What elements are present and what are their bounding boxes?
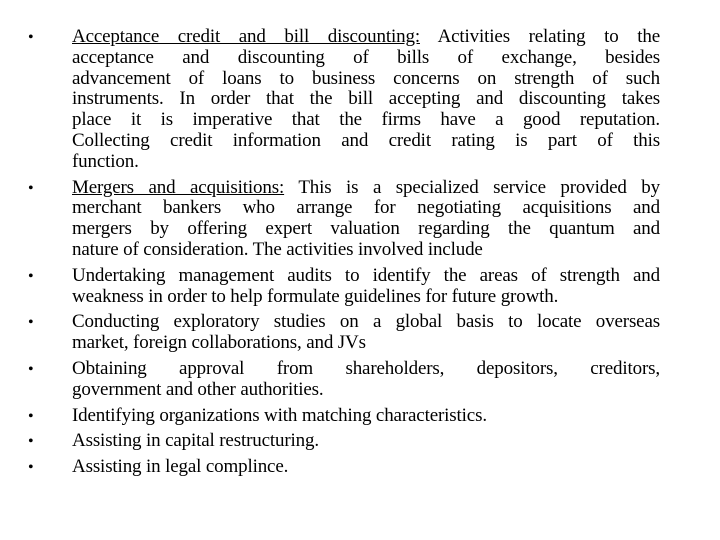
text-line: [72, 457, 660, 478]
text-line: [72, 152, 660, 173]
text-line: [72, 240, 660, 261]
list-item: [28, 312, 668, 354]
item-text: place it is imperative that the firms have a good reputation.: [72, 109, 660, 131]
list-item: [28, 431, 668, 452]
item-text: acceptance and discounting of bills of exchange, besides: [72, 46, 660, 68]
text-line: [72, 266, 660, 287]
bullet-icon: •: [28, 29, 34, 46]
list-item: [28, 178, 668, 261]
item-text: Assisting in legal complince.: [72, 456, 289, 478]
item-text: Assisting in capital restructuring.: [72, 430, 319, 452]
text-line: [72, 69, 660, 90]
item-text: Activities relating to the: [419, 26, 660, 47]
item-text: Identifying organizations with matching characteristics.: [72, 404, 487, 426]
bullet-icon: •: [28, 433, 34, 451]
text-line: [72, 380, 660, 401]
bullet-icon: •: [28, 360, 34, 378]
text-line: [72, 131, 660, 152]
text-line: [72, 312, 660, 333]
text-line: [72, 178, 660, 199]
text-line: [72, 27, 660, 48]
item-text: merchant bankers who arrange for negotiating acquisitions and: [72, 197, 660, 219]
item-heading: Acceptance credit and bill discounting:: [72, 26, 420, 47]
text-line: [72, 359, 660, 380]
item-text: Collecting credit information and credit rating is part of this: [72, 129, 660, 151]
item-text: weakness in order to help formulate guidelines for future growth.: [72, 285, 559, 307]
list-item: [28, 457, 668, 478]
item-text: mergers by offering expert valuation regarding the quantum and: [72, 218, 660, 240]
text-line: [72, 406, 660, 427]
list-item: [28, 359, 668, 401]
text-line: [72, 219, 660, 240]
list-item: [28, 27, 668, 173]
item-text: instruments. In order that the bill accepting and discounting takes: [72, 88, 660, 110]
text-line: [72, 431, 660, 452]
text-line: [72, 333, 660, 354]
text-line: [72, 198, 660, 219]
item-heading: Mergers and acquisitions:: [72, 176, 285, 198]
text-line: [72, 287, 660, 308]
bullet-list: [28, 27, 668, 483]
text-line: [72, 110, 660, 131]
item-text: Conducting exploratory studies on a global basis to locate overseas: [72, 311, 660, 333]
text-line: [72, 48, 660, 69]
text-line: [72, 89, 660, 110]
list-item: [28, 406, 668, 427]
item-text: function.: [72, 150, 139, 172]
bullet-icon: •: [28, 314, 34, 332]
bullet-icon: •: [28, 407, 34, 425]
bullet-icon: •: [28, 459, 34, 477]
bullet-icon: •: [28, 179, 34, 197]
item-text: government and other authorities.: [72, 378, 324, 400]
item-text: Obtaining approval from shareholders, depositors, creditors,: [72, 357, 660, 379]
bullet-icon: •: [28, 267, 34, 285]
item-text: nature of consideration. The activities involved include: [72, 238, 483, 260]
item-text: Undertaking management audits to identify the areas of strength and: [72, 264, 660, 286]
item-text: market, foreign collaborations, and JVs: [72, 332, 366, 354]
list-item: [28, 266, 668, 308]
item-text: advancement of loans to business concerns on strength of such: [72, 67, 660, 89]
item-text: This is a specialized service provided by: [284, 176, 660, 198]
